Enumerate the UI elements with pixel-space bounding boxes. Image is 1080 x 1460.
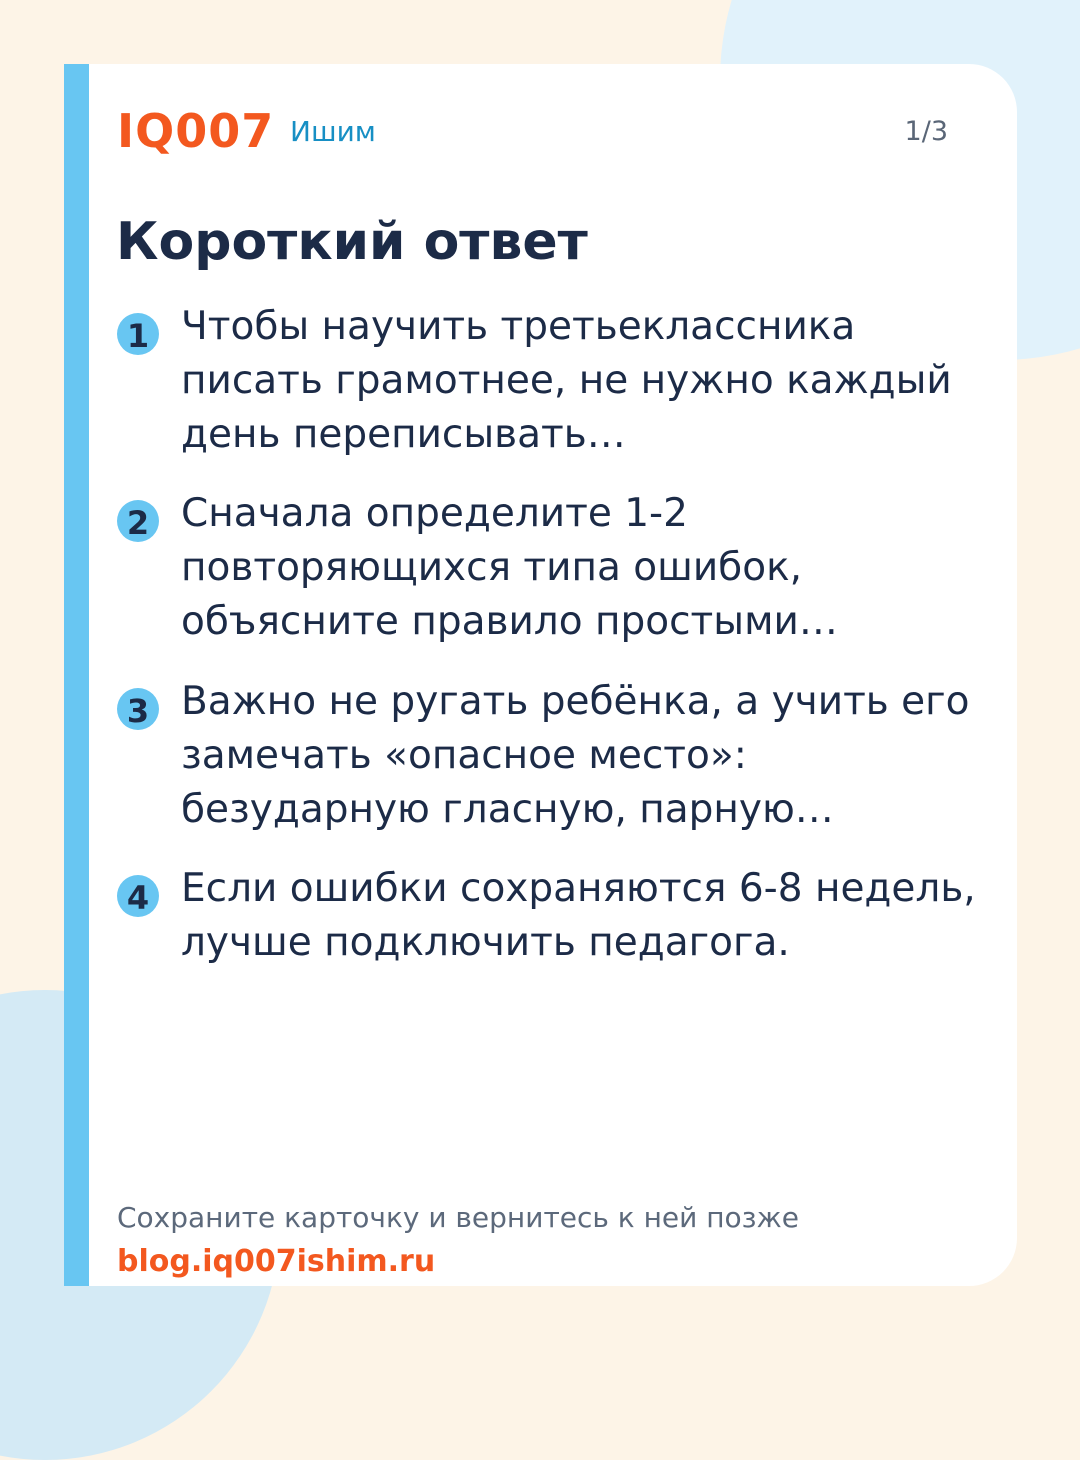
city-label: Ишим [290, 115, 376, 148]
blog-link[interactable]: blog.iq007ishim.ru [117, 1244, 436, 1279]
save-card-note: Сохраните карточку и вернитесь к ней позже [117, 1201, 799, 1234]
item-text: Важно не ругать ребёнка, а учить его замечать «опасное место»: безударную гласную, парную… [181, 679, 970, 832]
item-text: Если ошибки сохраняются 6-8 недель, лучше подключить педагога. [181, 866, 976, 965]
card-accent-stripe [64, 64, 89, 1286]
card-title: Короткий ответ [116, 212, 588, 272]
item-number-badge: 1 [117, 313, 159, 355]
item-text: Сначала определите 1-2 повторяющихся типа ошибок, объясните правило простыми… [181, 491, 838, 644]
item-text: Чтобы научить третьеклассника писать грамотнее, не нужно каждый день переписывать… [181, 304, 952, 457]
brand-logo: IQ007 [117, 104, 275, 158]
item-number-badge: 4 [117, 875, 159, 917]
page-indicator: 1/3 [904, 116, 948, 147]
answer-card [64, 64, 1017, 1286]
item-number-badge: 3 [117, 688, 159, 730]
item-number-badge: 2 [117, 500, 159, 542]
